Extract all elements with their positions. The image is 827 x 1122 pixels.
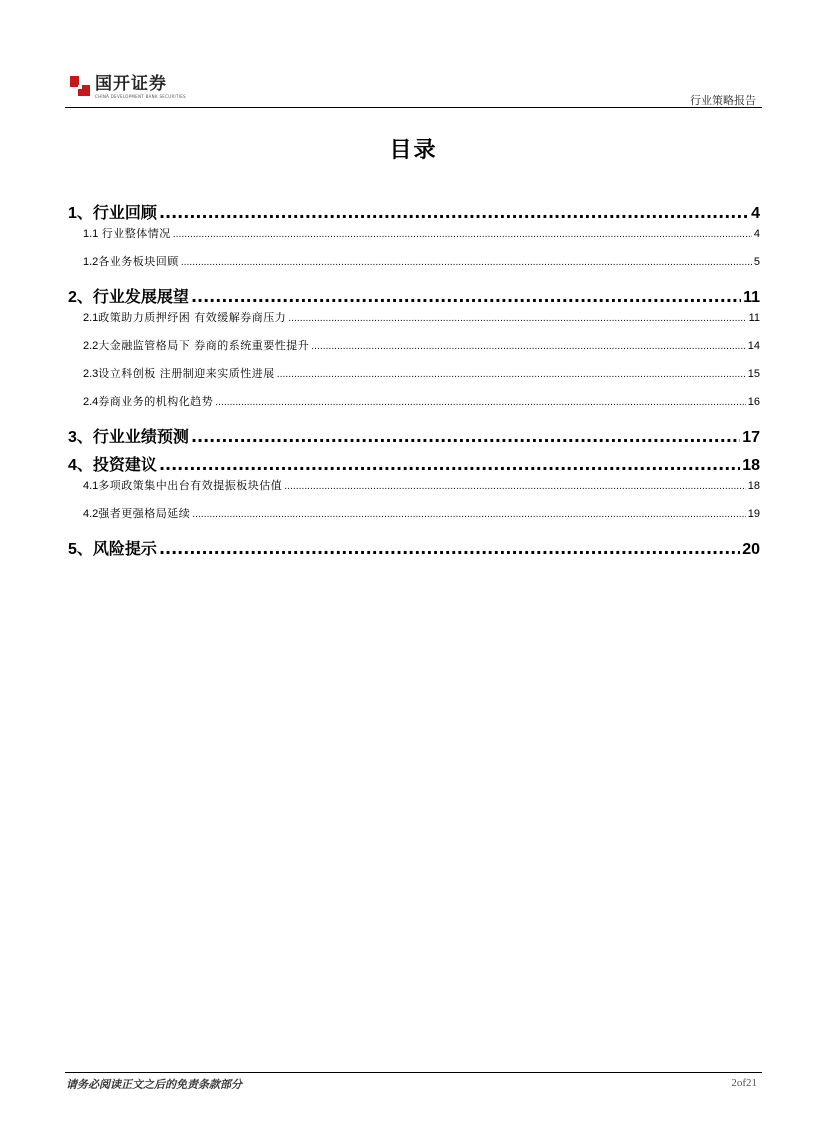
toc-section-entry[interactable]: [68, 309, 760, 336]
toc-entry-label: [68, 284, 189, 307]
brand-english-name: CHINA DEVELOPMENT BANK SECURITIES: [95, 94, 186, 99]
toc-section-entry[interactable]: [68, 505, 760, 532]
header-divider: [65, 107, 762, 108]
toc-section-entry[interactable]: [68, 365, 760, 392]
toc-entry-page: 20: [742, 541, 760, 558]
toc-section-entry[interactable]: [68, 253, 760, 280]
toc-entry-separator: 、: [76, 455, 93, 474]
toc-entry-label: [68, 536, 157, 559]
toc-entry-page: 19: [747, 508, 760, 520]
toc-entry-text: 投资建议: [92, 455, 157, 474]
toc-entry-text: 多项政策集中出台有效提振板块估值: [98, 479, 283, 492]
toc-entry-text: 政策助力质押纾困 有效缓解券商压力: [98, 311, 287, 324]
toc-entry-number: 4.1: [83, 480, 99, 492]
toc-entry-page: 18: [742, 457, 760, 474]
toc-entry-page: 18: [747, 480, 760, 492]
toc-entry-text: 行业回顾: [92, 203, 157, 222]
toc-entry-label: [83, 477, 282, 493]
toc-title: 目录: [389, 137, 438, 163]
toc-entry-number: 3: [68, 429, 77, 446]
toc-section-entry[interactable]: [68, 225, 760, 252]
toc-entry-number: 1: [68, 205, 77, 222]
toc-chapter-entry[interactable]: [68, 452, 760, 476]
toc-dot-leader: [159, 455, 740, 474]
toc-chapter-entry[interactable]: [68, 424, 760, 448]
toc-dot-leader: [311, 339, 745, 352]
toc-dot-leader: [159, 203, 749, 222]
footer-disclaimer: 请务必阅读正文之后的免责条款部分: [66, 1078, 242, 1091]
toc-entry-label: [68, 200, 157, 223]
toc-entry-number: 1.1: [83, 228, 99, 240]
toc-entry-number: 2.4: [83, 396, 99, 408]
toc-entry-label: [83, 309, 286, 325]
company-logo: [70, 76, 186, 99]
toc-dot-leader: [191, 427, 740, 446]
footer-divider: [65, 1072, 762, 1073]
toc-section-entry[interactable]: [68, 337, 760, 364]
toc-entry-label: [83, 505, 190, 521]
toc-entry-number: 2.2: [83, 340, 99, 352]
toc-entry-number: 2.1: [83, 312, 99, 324]
toc-section-entry[interactable]: [68, 393, 760, 420]
toc-dot-leader: [284, 479, 745, 492]
toc-entry-number: 2: [68, 289, 77, 306]
toc-entry-text: 行业业绩预测: [92, 427, 189, 446]
toc-entry-label: [83, 225, 171, 241]
logo-mark-icon: [70, 76, 90, 96]
toc-entry-page: 16: [747, 396, 760, 408]
toc-entry-page: 14: [747, 340, 760, 352]
toc-chapter-entry[interactable]: [68, 284, 760, 308]
toc-entry-page: 17: [742, 429, 760, 446]
report-type-label: 行业策略报告: [690, 94, 756, 107]
toc-entry-separator: 、: [76, 427, 93, 446]
toc-entry-label: [83, 253, 179, 269]
toc-entry-label: [68, 452, 157, 475]
toc-entry-page: 11: [748, 312, 760, 324]
toc-entry-number: 5: [68, 541, 77, 558]
toc-entry-label: [83, 337, 309, 353]
toc-entry-text: 券商业务的机构化趋势: [98, 395, 214, 408]
toc-entry-label: [68, 424, 189, 447]
toc-entry-page: 4: [753, 228, 760, 240]
toc-chapter-entry[interactable]: [68, 536, 760, 560]
toc-dot-leader: [215, 395, 745, 408]
toc-dot-leader: [288, 311, 746, 324]
toc-entry-number: 4: [68, 457, 77, 474]
toc-entry-text: 设立科创板 注册制迎来实质性进展: [98, 367, 275, 380]
toc-dot-leader: [159, 539, 740, 558]
toc-entry-separator: 、: [76, 203, 93, 222]
toc-section-entry[interactable]: [68, 477, 760, 504]
toc-entry-text: 行业整体情况: [101, 227, 171, 240]
toc-entry-page: 5: [753, 256, 760, 268]
page-number: 2of21: [731, 1077, 757, 1089]
toc-entry-text: 强者更强格局延续: [98, 507, 191, 520]
toc-entry-text: 行业发展展望: [92, 287, 189, 306]
toc-entry-page: 4: [751, 205, 760, 222]
toc-dot-leader: [191, 287, 741, 306]
toc-dot-leader: [173, 227, 752, 240]
toc-entry-text: 各业务板块回顾: [98, 255, 179, 268]
toc-entry-page: 11: [743, 289, 760, 306]
toc-entry-text: 大金融监管格局下 券商的系统重要性提升: [98, 339, 310, 352]
page-header: [65, 72, 762, 108]
toc-entry-text: 风险提示: [92, 539, 157, 558]
table-of-contents: [68, 196, 760, 560]
toc-chapter-entry[interactable]: [68, 200, 760, 224]
toc-dot-leader: [181, 255, 752, 268]
toc-entry-page: 15: [747, 368, 760, 380]
toc-entry-label: [83, 365, 275, 381]
brand-name: 国开证券: [95, 74, 167, 94]
toc-entry-number: 1.2: [83, 256, 99, 268]
toc-dot-leader: [277, 367, 746, 380]
toc-entry-label: [83, 393, 213, 409]
toc-entry-separator: 、: [76, 539, 93, 558]
toc-entry-number: 4.2: [83, 508, 99, 520]
toc-dot-leader: [192, 507, 745, 520]
toc-entry-number: 2.3: [83, 368, 99, 380]
toc-entry-separator: 、: [76, 287, 93, 306]
